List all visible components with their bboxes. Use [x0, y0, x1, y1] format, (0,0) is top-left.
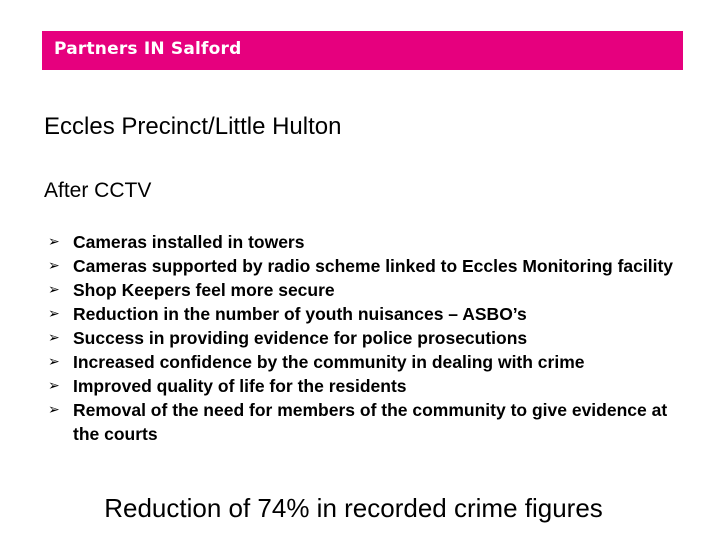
- brand-banner: [42, 31, 683, 70]
- brand-logo-text: Partners IN Salford: [54, 39, 242, 59]
- bullet-item: [48, 326, 688, 350]
- bullet-item: [48, 374, 688, 398]
- bullet-text: Removal of the need for members of the community to give evidence at the courts: [73, 400, 668, 444]
- bullet-item: [48, 350, 688, 374]
- bullet-list: [48, 230, 688, 446]
- bullet-item: [48, 302, 688, 326]
- bullet-text: Cameras installed in towers: [73, 232, 305, 252]
- bullet-text: Shop Keepers feel more secure: [73, 280, 335, 300]
- bullet-item: [48, 398, 688, 446]
- arrow-bullet-icon: ➢: [48, 258, 60, 274]
- bullet-text: Reduction in the number of youth nuisances – ASBO’s: [73, 304, 527, 324]
- bullet-item: [48, 254, 688, 278]
- arrow-bullet-icon: ➢: [48, 354, 60, 370]
- bullet-item: [48, 230, 688, 254]
- bullet-text: Success in providing evidence for police prosecutions: [73, 328, 528, 348]
- slide-title: Eccles Precinct/Little Hulton: [44, 113, 342, 140]
- arrow-bullet-icon: ➢: [48, 306, 60, 322]
- arrow-bullet-icon: ➢: [48, 282, 60, 298]
- bullet-item: [48, 278, 688, 302]
- summary-statement: Reduction of 74% in recorded crime figures: [104, 493, 603, 523]
- arrow-bullet-icon: ➢: [48, 330, 60, 346]
- bullet-text: Cameras supported by radio scheme linked to Eccles Monitoring facility: [73, 256, 674, 276]
- arrow-bullet-icon: ➢: [48, 402, 60, 418]
- bullet-text: Improved quality of life for the residents: [73, 376, 407, 396]
- bullet-text: Increased confidence by the community in dealing with crime: [73, 352, 585, 372]
- arrow-bullet-icon: ➢: [48, 234, 60, 250]
- arrow-bullet-icon: ➢: [48, 378, 60, 394]
- section-heading: After CCTV: [44, 179, 152, 202]
